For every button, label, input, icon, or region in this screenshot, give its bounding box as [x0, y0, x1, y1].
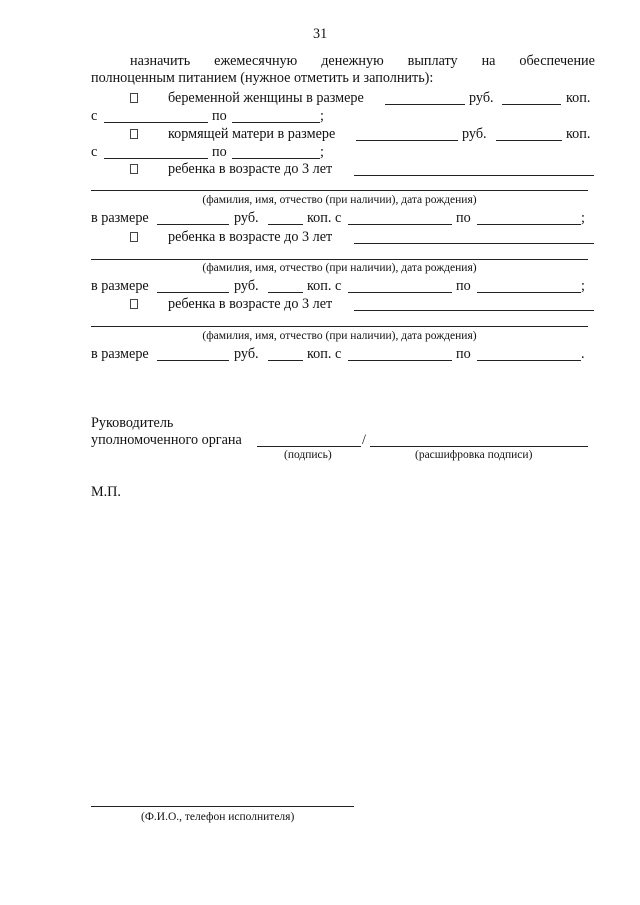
checkbox-child-2[interactable]: [130, 232, 138, 242]
child-1-name-field[interactable]: [354, 162, 594, 176]
intro-line-1: [91, 53, 595, 70]
to-label: по: [212, 108, 227, 124]
to-label: по: [456, 210, 471, 226]
semicolon: ;: [581, 278, 585, 294]
nursing-to-field[interactable]: [232, 145, 320, 159]
amount-label: в размере: [91, 210, 149, 226]
rub-label: руб.: [234, 278, 259, 294]
child-name-caption: (фамилия, имя, отчество (при наличии), дата рождения): [202, 330, 477, 342]
intro-line-2: полноценным питанием (нужное отметить и заполнить):: [91, 70, 434, 86]
child-2-name-field[interactable]: [354, 230, 594, 244]
kop-label: коп.: [566, 126, 591, 142]
child-1-kop-field[interactable]: [268, 211, 303, 225]
head-label: Руководитель: [91, 415, 174, 431]
to-label: по: [212, 144, 227, 160]
child-1-rub-field[interactable]: [157, 211, 229, 225]
option-child-label: ребенка в возрасте до 3 лет: [168, 161, 333, 177]
intro-word: ежемесячную: [214, 53, 298, 69]
child-2-from-field[interactable]: [348, 279, 452, 293]
checkbox-pregnant[interactable]: [130, 93, 138, 103]
signature-field[interactable]: [257, 433, 361, 447]
child-3-to-field[interactable]: [477, 347, 581, 361]
stamp-label: М.П.: [91, 484, 121, 500]
child-1-to-field[interactable]: [477, 211, 581, 225]
pregnant-rub-field[interactable]: [385, 91, 465, 105]
checkbox-nursing[interactable]: [130, 129, 138, 139]
kop-from-label: коп. с: [307, 346, 342, 362]
nursing-kop-field[interactable]: [496, 127, 562, 141]
intro-word: назначить: [130, 53, 191, 69]
amount-label: в размере: [91, 278, 149, 294]
to-label: по: [456, 346, 471, 362]
signature-decode-field[interactable]: [370, 433, 588, 447]
child-3-from-field[interactable]: [348, 347, 452, 361]
rub-label: руб.: [462, 126, 487, 142]
child-3-rub-field[interactable]: [157, 347, 229, 361]
option-pregnant-label: беременной женщины в размере: [168, 90, 364, 106]
child-3-kop-field[interactable]: [268, 347, 303, 361]
semicolon: ;: [320, 144, 324, 160]
child-2-to-field[interactable]: [477, 279, 581, 293]
org-label: уполномоченного органа: [91, 432, 242, 448]
child-2-rub-field[interactable]: [157, 279, 229, 293]
signature-slash: /: [362, 432, 366, 448]
semicolon: ;: [581, 210, 585, 226]
page-number: 31: [313, 26, 328, 42]
checkbox-child-1[interactable]: [130, 164, 138, 174]
kop-from-label: коп. с: [307, 278, 342, 294]
kop-label: коп.: [566, 90, 591, 106]
child-2-kop-field[interactable]: [268, 279, 303, 293]
to-label: по: [456, 278, 471, 294]
intro-word: на: [481, 53, 496, 69]
from-label: с: [91, 144, 98, 160]
decode-caption: (расшифровка подписи): [415, 449, 533, 461]
child-name-caption: (фамилия, имя, отчество (при наличии), дата рождения): [202, 194, 477, 206]
option-child-label: ребенка в возрасте до 3 лет: [168, 229, 333, 245]
checkbox-child-3[interactable]: [130, 299, 138, 309]
option-nursing-label: кормящей матери в размере: [168, 126, 336, 142]
intro-word: денежную: [321, 53, 384, 69]
sign-caption: (подпись): [284, 449, 332, 461]
child-3-name-field[interactable]: [354, 297, 594, 311]
pregnant-kop-field[interactable]: [502, 91, 561, 105]
intro-word: обеспечение: [519, 53, 595, 69]
child-name-caption: (фамилия, имя, отчество (при наличии), дата рождения): [202, 262, 477, 274]
option-child-label: ребенка в возрасте до 3 лет: [168, 296, 333, 312]
semicolon: ;: [320, 108, 324, 124]
nursing-rub-field[interactable]: [356, 127, 458, 141]
child-1-from-field[interactable]: [348, 211, 452, 225]
kop-from-label: коп. с: [307, 210, 342, 226]
executor-caption: (Ф.И.О., телефон исполнителя): [141, 811, 295, 823]
amount-label: в размере: [91, 346, 149, 362]
rub-label: руб.: [234, 210, 259, 226]
rub-label: руб.: [469, 90, 494, 106]
executor-line[interactable]: [91, 806, 354, 807]
rub-label: руб.: [234, 346, 259, 362]
pregnant-to-field[interactable]: [232, 109, 320, 123]
child-2-name-line[interactable]: [91, 259, 588, 260]
pregnant-from-field[interactable]: [104, 109, 208, 123]
from-label: с: [91, 108, 98, 124]
child-3-name-line[interactable]: [91, 326, 588, 327]
period: .: [581, 346, 585, 362]
intro-word: выплату: [407, 53, 458, 69]
nursing-from-field[interactable]: [104, 145, 208, 159]
child-1-name-line[interactable]: [91, 190, 588, 191]
